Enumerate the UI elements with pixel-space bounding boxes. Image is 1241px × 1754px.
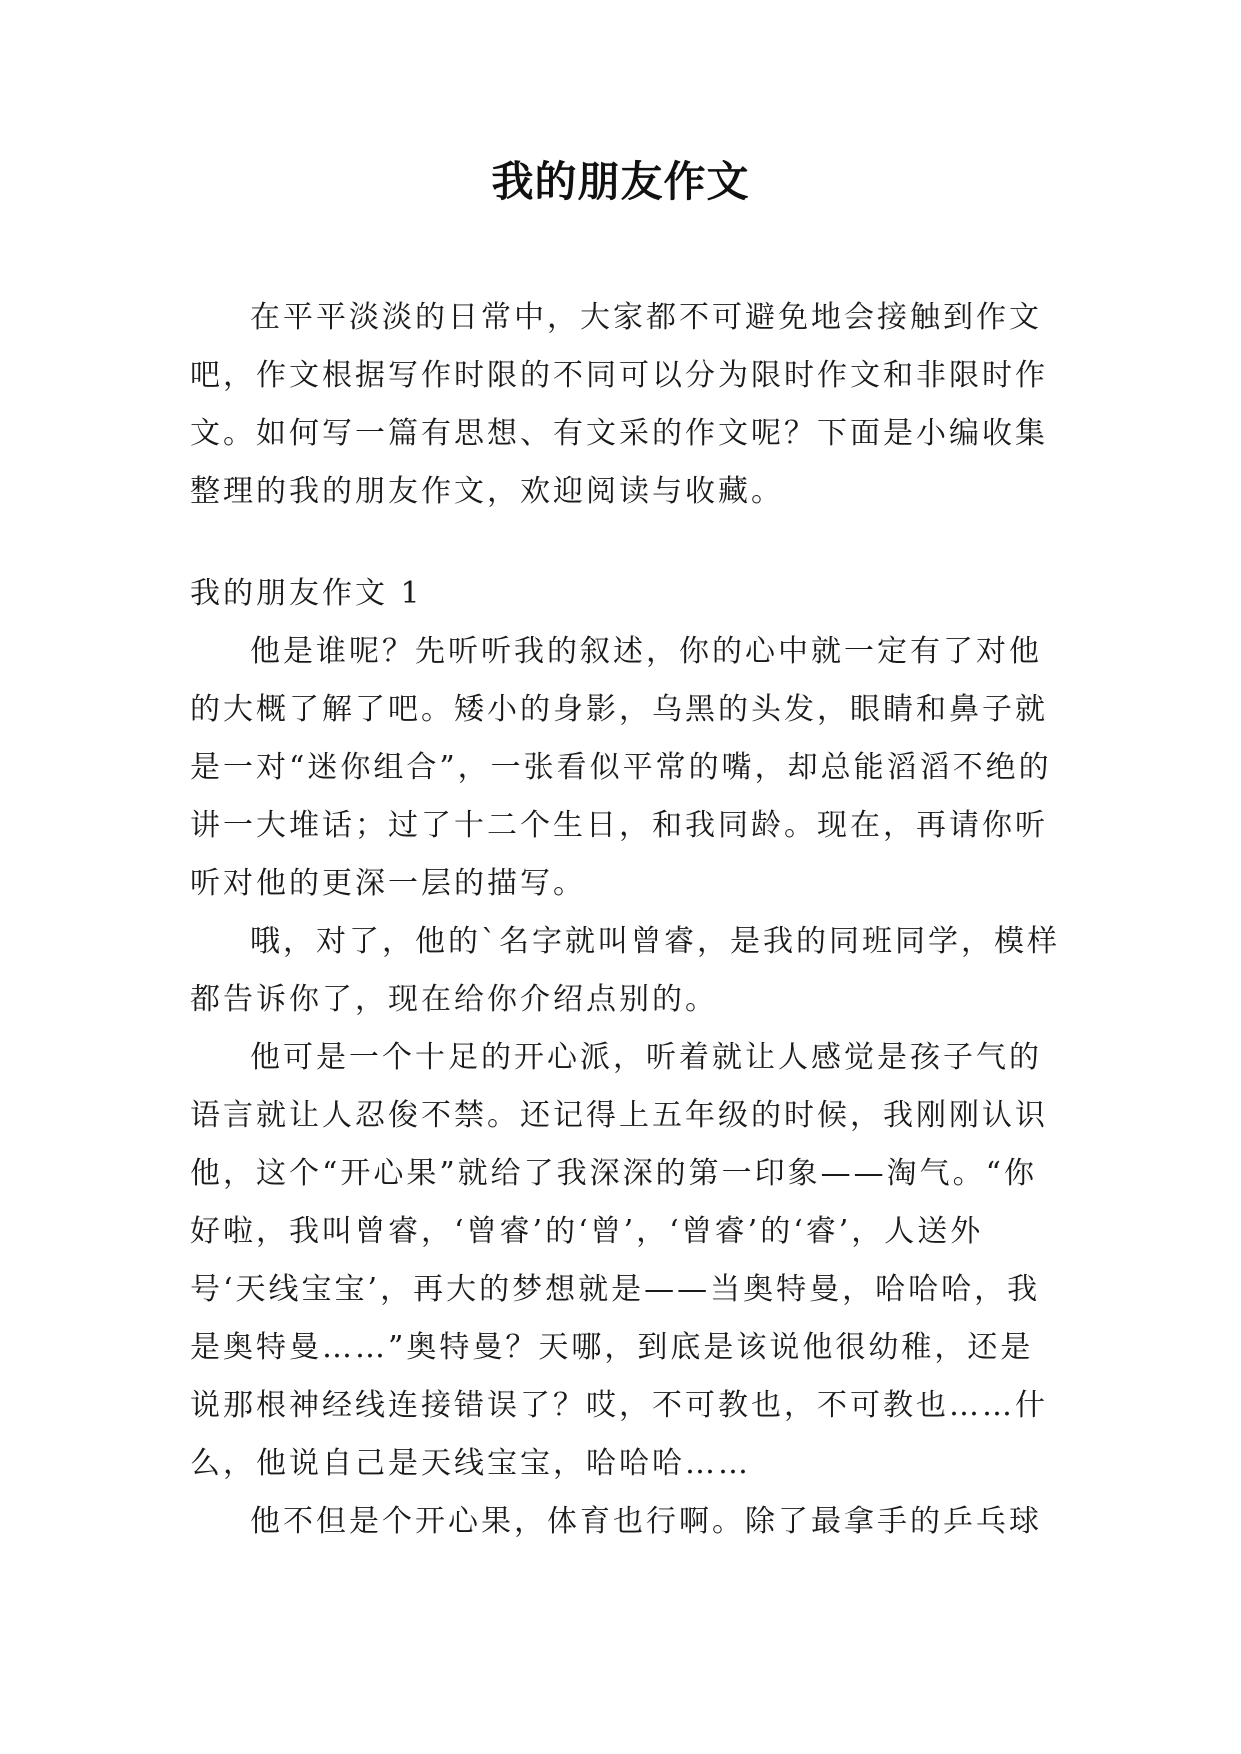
intro-paragraph: 在平平淡淡的日常中，大家都不可避免地会接触到作文吧，作文根据写作时限的不同可以分为限时作文和非限时作文。如何写一篇有思想、有文采的作文呢？下面是小编收集整理的我的朋友作文，欢迎阅读与收藏。 xyxy=(190,300,1048,509)
document-body xyxy=(190,289,1060,1551)
body-paragraph: 哦，对了，他的`名字就叫曾睿，是我的同班同学，模样都告诉你了，现在给你介绍点别的。 xyxy=(190,924,1060,1017)
body-paragraph: 他可是一个十足的开心派，听着就让人感觉是孩子气的语言就让人忍俊不禁。还记得上五年级的时候，我刚刚认识他，这个“开心果”就给了我深深的第一印象——淘气。“你好啦，我叫曾睿，‘曾睿’的‘曾’，‘曾睿’的‘睿’，人送外号‘天线宝宝’，再大的梦想就是——当奥特曼，哈哈哈，我是奥特曼……”奥特曼？天哪，到底是该说他很幼稚，还是说那根神经线连接错误了？哎，不可教也，不可教也……什么，他说自己是天线宝宝，哈哈哈…… xyxy=(190,1040,1048,1481)
body-paragraph: 他不但是个开心果，体育也行啊。除了最拿手的乒乓球 xyxy=(250,1504,1042,1539)
document-title: 我的朋友作文 xyxy=(491,157,750,206)
body-paragraph: 他是谁呢？先听听我的叙述，你的心中就一定有了对他的大概了解了吧。矮小的身影，乌黑的头发，眼睛和鼻子就是一对“迷你组合”，一张看似平常的嘴，却总能滔滔不绝的讲一大堆话；过了十二个生日，和我同龄。现在，再请你听听对他的更深一层的描写。 xyxy=(190,634,1052,901)
section-heading: 我的朋友作文 1 xyxy=(190,576,423,611)
